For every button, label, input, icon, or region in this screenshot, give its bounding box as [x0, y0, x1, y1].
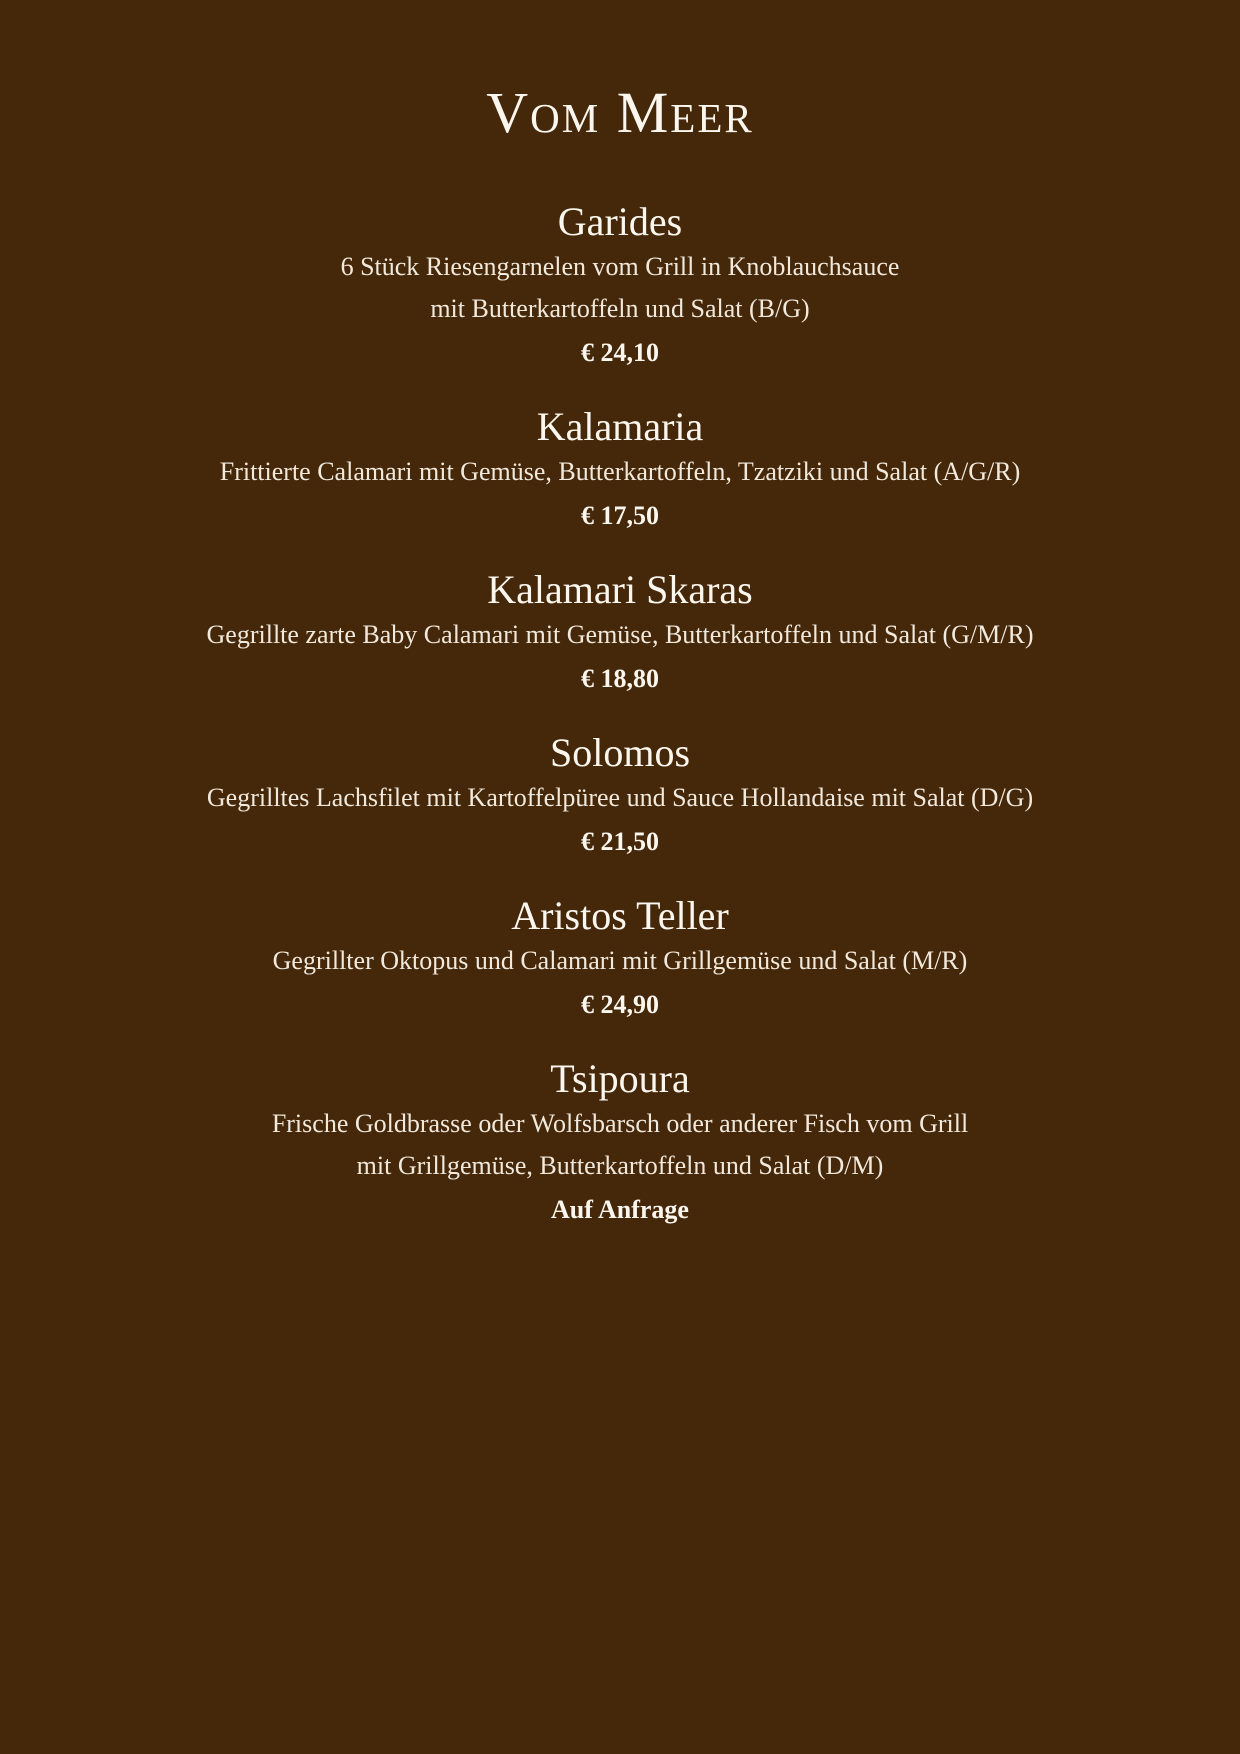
dish-name: Tsipoura — [550, 1056, 690, 1101]
dish-name: Aristos Teller — [511, 893, 729, 938]
dish-aristos-teller — [0, 892, 1240, 1025]
dish-description-line: Frische Goldbrasse oder Wolfsbarsch oder anderer Fisch vom Grill — [271, 1109, 969, 1138]
dish-price: € 18,80 — [581, 664, 659, 693]
section-title: Vom Meer — [486, 80, 754, 145]
dish-name: Garides — [557, 199, 683, 244]
dish-kalamaria — [0, 403, 1240, 536]
dish-description-line: Gegrillter Oktopus und Calamari mit Grillgemüse und Salat (M/R) — [272, 946, 968, 975]
dish-description-line: mit Butterkartoffeln und Salat (B/G) — [430, 294, 810, 323]
dish-price: € 24,90 — [581, 990, 659, 1019]
dish-garides — [0, 198, 1240, 373]
dish-description-line: Gegrillte zarte Baby Calamari mit Gemüse, Butterkartoffeln und Salat (G/M/R) — [206, 620, 1034, 649]
dish-price: € 21,50 — [581, 827, 659, 856]
dish-price: € 17,50 — [581, 501, 659, 530]
dish-price: € 24,10 — [581, 338, 659, 367]
dish-solomos — [0, 729, 1240, 862]
dish-name: Kalamaria — [536, 404, 704, 449]
dish-list — [0, 198, 1240, 1230]
dish-name: Solomos — [549, 730, 691, 775]
dish-tsipoura — [0, 1055, 1240, 1230]
dish-kalamari-skaras — [0, 566, 1240, 699]
dish-description-line: 6 Stück Riesengarnelen vom Grill in Knoblauchsauce — [340, 252, 900, 281]
dish-price: Auf Anfrage — [551, 1195, 689, 1224]
dish-description-line: Frittierte Calamari mit Gemüse, Butterkartoffeln, Tzatziki und Salat (A/G/R) — [219, 457, 1021, 486]
dish-name: Kalamari Skaras — [487, 567, 753, 612]
dish-description-line: Gegrilltes Lachsfilet mit Kartoffelpüree und Sauce Hollandaise mit Salat (D/G) — [206, 783, 1034, 812]
dish-description-line: mit Grillgemüse, Butterkartoffeln und Salat (D/M) — [356, 1151, 884, 1180]
